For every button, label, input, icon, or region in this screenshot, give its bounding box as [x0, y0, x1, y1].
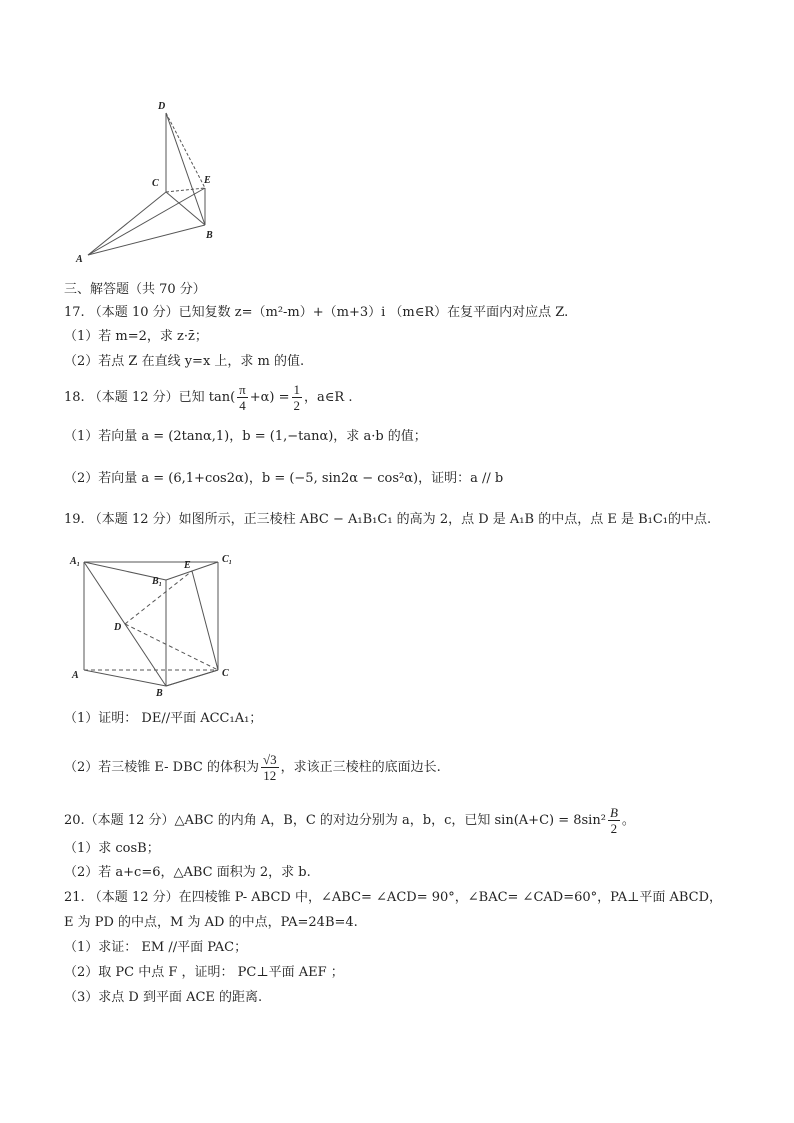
label-a: A: [72, 670, 79, 681]
label-c: C: [152, 178, 159, 189]
prism-figure: [68, 550, 248, 700]
q21-part2: （2）取 PC 中点 F ，证明： PC⊥平面 AEF ；: [64, 965, 344, 980]
prism-diagram: [68, 550, 248, 700]
q19-part2: [64, 752, 754, 783]
q18-frac-half: [292, 382, 303, 413]
q18-part1: [64, 428, 754, 446]
q18-part1-a: （1）若向量 a = (2tanα,1)，: [64, 429, 243, 444]
q19-part2-a: （2）若三棱锥 E- DBC 的体积为: [64, 760, 259, 775]
pyramid-diagram: [70, 95, 230, 265]
q18-head-b: +α) =: [249, 390, 290, 405]
q20-part1: （1）求 cosB；: [64, 841, 160, 856]
q21-part1: （1）求证： EM //平面 PAC；: [64, 940, 248, 955]
frac-num: π: [239, 382, 246, 397]
q19-part1: （1）证明： DE//平面 ACC₁A₁；: [64, 711, 263, 726]
q18-head-c: ，a∈R .: [304, 390, 353, 405]
label-c1: C₁: [222, 554, 233, 565]
label-d: D: [114, 622, 122, 633]
q18-head-a: 18. （本题 12 分）已知 tan(: [64, 390, 236, 405]
frac-den: 4: [239, 398, 246, 413]
label-d: D: [158, 101, 166, 112]
label-e: E: [184, 560, 191, 571]
frac-den: 12: [263, 768, 277, 783]
frac-den: 2: [610, 821, 618, 836]
q19-head: 19. （本题 12 分）如图所示，正三棱柱 ABC − A₁B₁C₁ 的高为 2，点 D 是 A₁B 的中点，点 E 是 B₁C₁的中点.: [64, 512, 712, 527]
q20-part2: （2）若 a+c=6，△ABC 面积为 2，求 b.: [64, 865, 311, 880]
pyramid-figure: [70, 95, 230, 265]
q21-part3: （3）求点 D 到平面 ACE 的距离.: [64, 990, 263, 1005]
label-e: E: [204, 175, 211, 186]
label-b1: B₁: [152, 576, 163, 587]
q17-part2: （2）若点 Z 在直线 y=x 上，求 m 的值.: [64, 354, 305, 369]
label-b: B: [206, 230, 213, 241]
label-a: A: [76, 254, 83, 265]
q17-part1: （1）若 m=2，求 z·z̄；: [64, 329, 208, 344]
q20-frac-b: [608, 805, 620, 836]
q18-part2-b: b = (−5, sin2α − cos²α)，证明：a // b: [261, 471, 504, 486]
q18-head: [64, 382, 754, 413]
q20-head-a: 20.（本题 12 分）△ABC 的内角 A，B，C 的对边分别为 a，b，c，已知 sin(A+C) = 8sin²: [64, 813, 606, 828]
q19-part2-b: ，求该正三棱柱的底面边长.: [280, 760, 441, 775]
frac-den: 2: [293, 398, 301, 413]
q18-part2-a: （2）若向量 a = (6,1+cos2α)，: [64, 471, 262, 486]
label-c: C: [222, 668, 229, 679]
label-b: B: [156, 688, 163, 699]
label-a1: A₁: [70, 556, 81, 567]
q18-frac-pi: [237, 382, 248, 413]
q20-head-b: 。: [621, 813, 635, 828]
q18-part2: [64, 470, 754, 488]
q17-head: 17. （本题 10 分）已知复数 z=（m²-m）+（m+3）i （m∈R）在复平面内对应点 Z.: [64, 305, 569, 320]
frac-num: B: [609, 805, 618, 820]
q21-head: 21. （本题 12 分）在四棱锥 P- ABCD 中，∠ABC= ∠ACD= 90°，∠BAC= ∠CAD=60°，PA⊥平面 ABCD，: [64, 890, 722, 905]
section-heading: 三、解答题（共 70 分）: [64, 282, 206, 297]
frac-num: 1: [293, 382, 301, 397]
q21-head2: E 为 PD 的中点，M 为 AD 的中点，PA=24B=4.: [64, 915, 358, 930]
q20-head: [64, 805, 754, 836]
q19-frac-vol: [261, 752, 279, 783]
q18-part1-b: b = (1,−tanα)，求 a·b 的值；: [242, 429, 427, 444]
frac-num: √3: [262, 752, 277, 767]
